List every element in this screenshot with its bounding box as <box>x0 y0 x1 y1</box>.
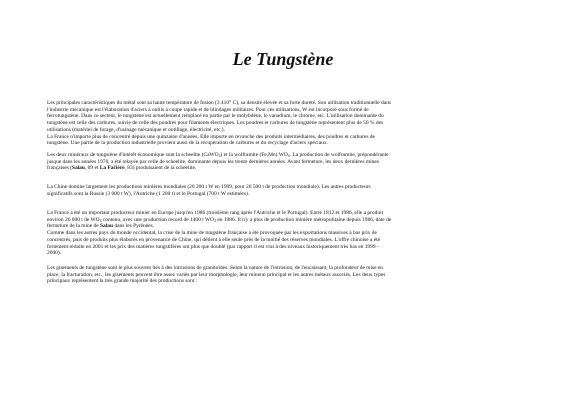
text-line: jusque dans les années 1970, a été relayée par celle de scheelite, dominante depuis les trente dernières années. Avant fermeture, les deux dernières mines <box>47 158 379 165</box>
mine-name-la-fac: La Fac̈ière <box>99 165 125 172</box>
text-line: La France n'importe plus de concentré depuis une quinzaine d'années. Elle importe en revanche des produits intermédiaires, des poudres et carbures de <box>47 133 375 140</box>
text-line <box>47 217 523 224</box>
text-run: dans les Pyrénées. <box>113 223 155 230</box>
text-run: environ 26 000 t de WO <box>47 216 100 223</box>
text-line: La Chine domine largement les productions minières mondiales (20 200 t W en 1999, pour 26 500 t de production mondiale). Les autres producteurs <box>47 184 371 190</box>
text-line: concentrés, puis de produits plus élaborés en provenance de Chine, qui détient à elle seule près de la moitié des réserves mondiales. L'offre chinoise a été <box>47 236 381 243</box>
text-line: Les principales caractéristiques du métal sont sa haute température de fusion (3 410° C), sa densité élevée et sa forte dureté. Son utilisation traditionnelle dans <box>47 100 392 106</box>
text-line: significatifs sont la Russie (3 000 t W), l'Autriche (1 200 t) et le Portugal (700 t W estimées). <box>47 190 250 197</box>
mine-name-salau: Salau <box>100 223 113 230</box>
text-run: contenu, avec une production record de 1400 t WO <box>101 216 215 223</box>
subscript: 4 <box>287 154 290 158</box>
text-line: place, la fracturation, etc., les gisements peuvent être assez variés par leur morphologie, leur minerai principal et les autres métaux associés. Les deux types <box>47 271 386 278</box>
text-line: tungstène. Une partie de la production industrielle provient aussi de la récupération de carbures et du recyclage d'aciers spéciaux. <box>47 140 328 147</box>
text-run: fermeture de la mine de <box>47 223 100 230</box>
subscript: 3 <box>99 218 102 223</box>
text-line: Les gisements de tungstène sont le plus souvent liés à des intrusions de granitoïdes. Selon la nature de l'intrusion, de l'encaissant, la profondeur de mise en <box>47 265 383 271</box>
paragraph-minerals <box>47 152 523 172</box>
text-line: ferrotungstène. Dans ce secteur, le tungstène est actuellement remplacé en partie par le molybdène, le vanadium, le chrome, etc. L'utilisation dominante du <box>47 113 384 120</box>
text-run: en 1986. Il n'y a plus de production minière métropolitaine depuis 1986, date de <box>215 216 392 223</box>
text-line <box>47 223 523 230</box>
text-line: Comme dans les autres pays du monde occidental, la crise de la mine de tungstène française a été provoquée par les exportations massives à bas prix de <box>47 230 377 237</box>
paragraph-properties-uses <box>47 100 523 147</box>
text-line: l'industrie mécanique est l'élaboration d'aciers à outils à coupe rapide et de blindages militaires. Pour ces utilisations, W est incorporé sous forme de <box>47 106 369 113</box>
text-run: ) et la wolframite (Fe,Mn) WO <box>220 152 288 158</box>
text-line: principaux représentent la très grande majorité des productions sont : <box>47 278 198 285</box>
text-line <box>47 152 523 159</box>
text-line <box>47 165 523 172</box>
subscript: 4 <box>218 154 221 158</box>
text-run: Les deux minéraux de tungstène d'intérêt économique sont la scheelite (CaWO <box>47 152 219 158</box>
text-run: , 83) produisaient de la scheelite. <box>124 165 197 172</box>
text-run: . La production de wolframite, prépondérante <box>289 152 389 158</box>
mine-name-salau: Salau <box>71 165 85 172</box>
paragraph-world-production <box>47 184 523 197</box>
text-run: , 09 et <box>84 165 100 172</box>
text-line: utilisations (matériel de forage, d'usinage mécanique et outillage, électricité, etc.). <box>47 126 225 133</box>
paragraph-france-history <box>47 210 523 257</box>
page-title: Le Tungstène <box>232 49 334 69</box>
subscript: 3 <box>214 218 216 223</box>
text-run: françaises ( <box>47 165 72 172</box>
text-line: tungstène est celle des carbures, suivie de celle des poudres pour filaments électriques. Les poudres et carbures de tungstène représentent plus de 50 % des <box>47 120 384 127</box>
paragraph-deposits <box>47 265 523 285</box>
text-line: 2000). <box>47 250 62 257</box>
text-line: fortement réduite en 2001 et les prix des matières tungstifères ont plus que doublé (par rapport il est vrai à des niveaux historiquement très bas en 1999 – <box>47 243 380 250</box>
text-line: La France a été un important producteur minier en Europe jusqu'en 1986 (troisième rang après l'Autriche et le Portugal). Entre 1812 et 1986, elle a produit <box>47 210 384 216</box>
